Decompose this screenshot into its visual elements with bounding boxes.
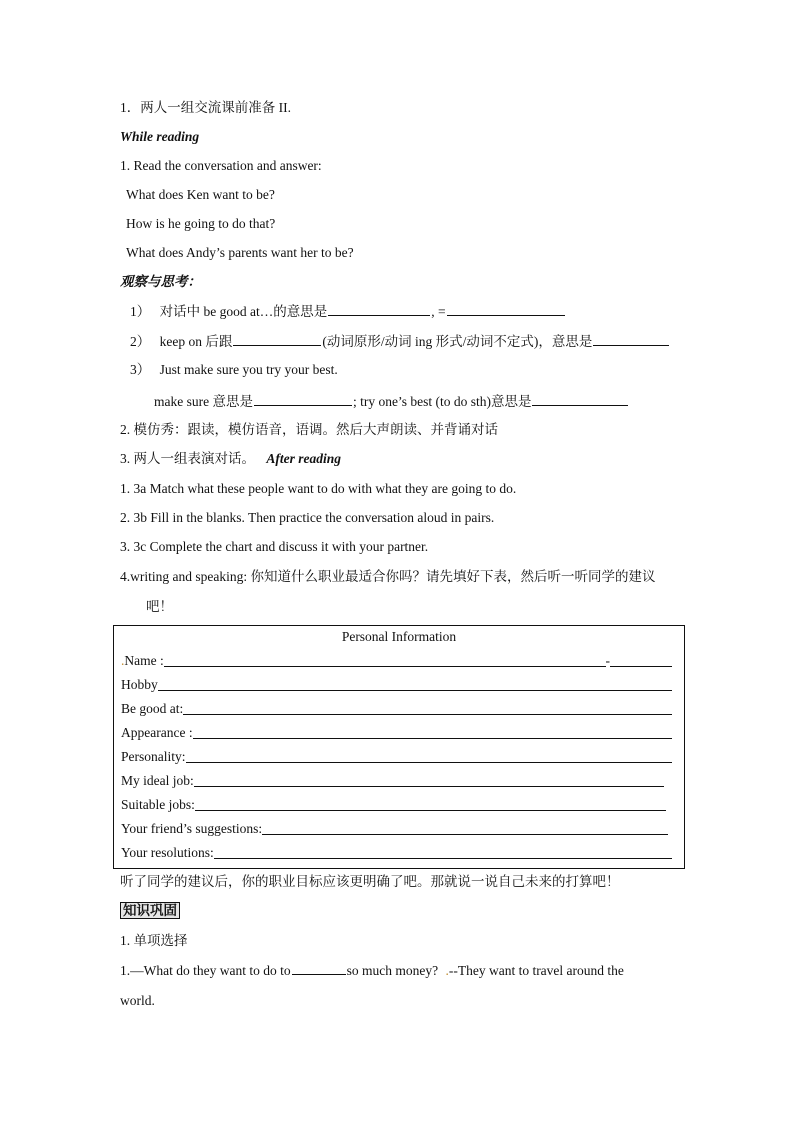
answer-blank[interactable] <box>447 302 565 316</box>
field-label: Appearance : <box>121 725 193 740</box>
question-2: How is he going to do that? <box>126 216 276 231</box>
observe-item-2 <box>130 332 670 351</box>
consolidate-line <box>120 902 180 920</box>
fill-line[interactable] <box>195 810 666 811</box>
fill-line[interactable] <box>164 666 606 667</box>
item-number: 1） <box>130 304 151 319</box>
item-text: (动词原形/动词 ing 形式/动词不定式)，意思是 <box>322 334 593 349</box>
after-box-text: 听了同学的建议后，你的职业目标应该更明确了吧。那就说一说自己未来的打算吧！ <box>120 874 620 889</box>
fill-line[interactable] <box>194 786 664 787</box>
item-text: 对话中 be good at…的意思是 <box>159 304 328 319</box>
writing-line-1: 4.writing and speaking: 你知道什么职业最适合你吗？请先填好下表，然后听一听同学的建议 <box>120 569 656 584</box>
item-text: keep on 后跟 <box>159 334 233 349</box>
field-resolutions[interactable] <box>121 844 672 862</box>
after-reading-heading: After reading <box>266 451 342 466</box>
item-number: 2） <box>130 334 151 349</box>
fill-line[interactable] <box>262 834 668 835</box>
item-sep: , = <box>431 304 446 319</box>
while-reading-heading: While reading <box>120 129 200 144</box>
observe-item-3 <box>130 361 338 379</box>
field-label: Be good at: <box>121 701 184 716</box>
fill-line[interactable] <box>186 762 673 763</box>
table-title: Personal Information <box>341 629 457 644</box>
question-item-cont: world. <box>120 993 155 1008</box>
field-good-at[interactable] <box>121 700 672 718</box>
observe-heading: 观察与思考： <box>120 274 201 289</box>
section-tag: 知识巩固 <box>120 902 180 919</box>
item-text: make sure 意思是 <box>154 394 253 409</box>
act-text: 3. 两人一组表演对话。 <box>120 451 255 466</box>
question-3: What does Andy’s parents want her to be? <box>126 245 354 260</box>
task-3a: 1. 3a Match what these people want to do with what they are going to do. <box>120 481 517 496</box>
field-suitable-jobs[interactable] <box>121 796 666 814</box>
answer-text: --They want to travel around the <box>448 963 624 978</box>
field-label: Your friend’s suggestions: <box>121 821 263 836</box>
prep-line: 1．两人一组交流课前准备 II. <box>120 100 291 115</box>
item-number: 3） <box>130 362 151 377</box>
item-text: ; try one’s best (to do sth)意思是 <box>352 394 532 409</box>
answer-blank[interactable] <box>254 392 352 406</box>
field-label: Name : <box>124 653 164 668</box>
field-label: Your resolutions: <box>121 845 214 860</box>
field-friend-suggestions[interactable] <box>121 820 668 838</box>
answer-blank[interactable] <box>328 302 430 316</box>
field-appearance[interactable] <box>121 724 672 742</box>
answer-blank[interactable] <box>532 392 628 406</box>
observe-item-3-sub <box>154 392 629 411</box>
field-ideal-job[interactable] <box>121 772 664 790</box>
field-hobby[interactable] <box>121 676 672 694</box>
name-dash: - <box>605 653 610 668</box>
answer-blank[interactable] <box>292 961 346 975</box>
field-label: Personality: <box>121 749 186 764</box>
fill-line[interactable] <box>610 666 672 667</box>
marker: . <box>445 963 449 978</box>
fill-line[interactable] <box>158 690 672 691</box>
writing-line-2: 吧！ <box>146 599 173 614</box>
personal-info-table <box>113 625 685 869</box>
field-label: Suitable jobs: <box>121 797 195 812</box>
field-label: Hobby <box>121 677 158 692</box>
question-1: What does Ken want to be? <box>126 187 275 202</box>
field-name[interactable] <box>121 652 672 670</box>
read-task: 1. Read the conversation and answer: <box>120 158 322 173</box>
marker: . <box>121 653 125 668</box>
answer-blank[interactable] <box>593 332 669 346</box>
question-text: so much money? <box>346 963 439 978</box>
field-label: My ideal job: <box>121 773 194 788</box>
question-item <box>120 961 624 980</box>
answer-blank[interactable] <box>233 332 321 346</box>
item-text: Just make sure you try your best. <box>159 362 338 377</box>
imitate-line: 2. 模仿秀：跟读，模仿语音，语调。然后大声朗读、并背诵对话 <box>120 422 498 437</box>
observe-item-1 <box>130 302 566 321</box>
task-3b: 2. 3b Fill in the blanks. Then practice the conversation aloud in pairs. <box>120 510 495 525</box>
choice-heading: 1. 单项选择 <box>120 933 188 948</box>
fill-line[interactable] <box>214 858 672 859</box>
fill-line[interactable] <box>183 714 672 715</box>
field-personality[interactable] <box>121 748 672 766</box>
fill-line[interactable] <box>193 738 672 739</box>
act-line <box>120 450 341 468</box>
question-text: 1.—What do they want to do to <box>120 963 291 978</box>
task-3c: 3. 3c Complete the chart and discuss it with your partner. <box>120 539 429 554</box>
